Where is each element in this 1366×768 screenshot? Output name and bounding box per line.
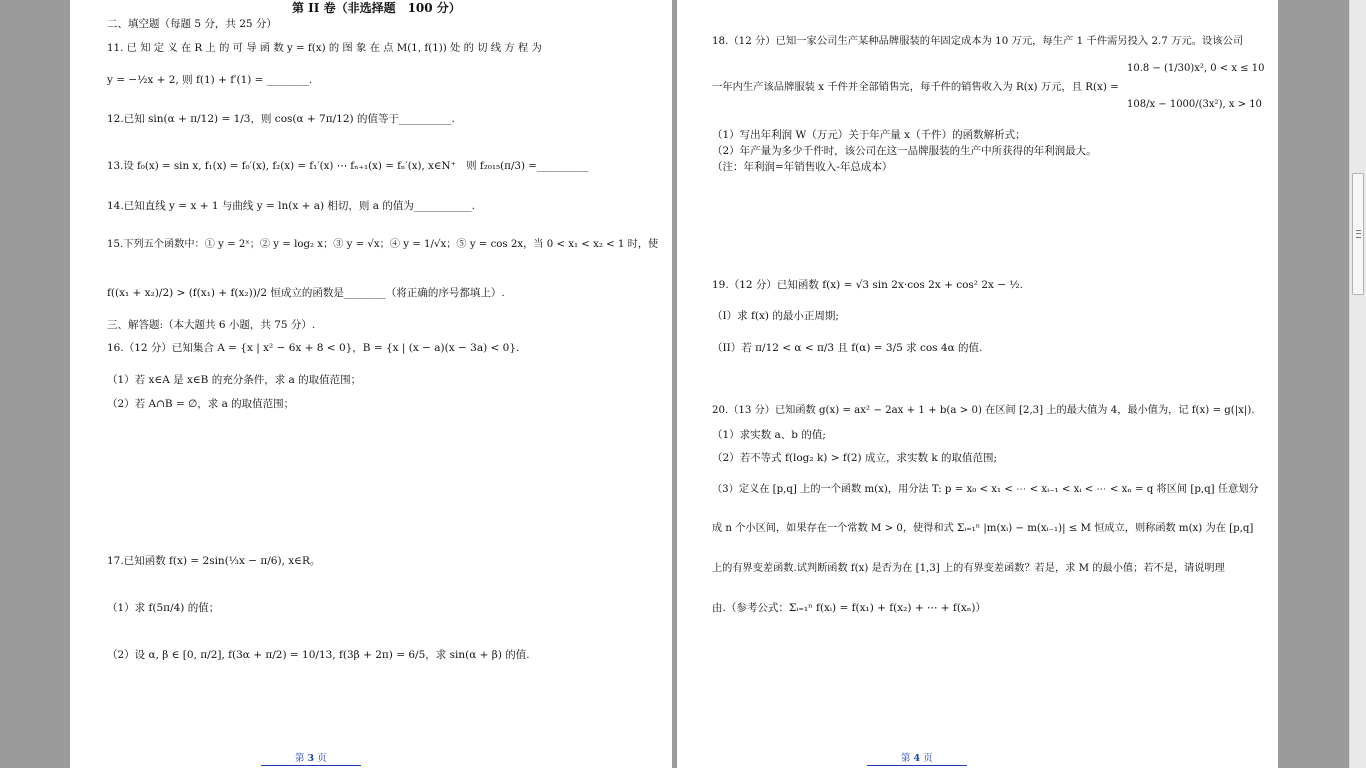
q18-part1: （1）写出年利润 W（万元）关于年产量 x（千件）的函数解析式；: [712, 129, 1026, 141]
q19-part1: （I）求 f(x) 的最小正周期;: [712, 310, 839, 322]
grip-icon: [1356, 230, 1361, 238]
section-title: 第 II 卷（非选择题 100 分）: [292, 1, 461, 15]
page-number: 3: [307, 753, 315, 764]
q15-line1: 15.下列五个函数中：① y = 2ˣ；② y = log₂ x；③ y = √x；④ y = 1/√x；⑤ y = cos 2x，当 0 < x₁ < x₂ < 1 时，使: [107, 239, 659, 250]
page-3: [70, 0, 672, 768]
q14: 14.已知直线 y = x + 1 与曲线 y = ln(x + a) 相切，则 a 的值为___________.: [107, 200, 475, 212]
page-number: 4: [913, 753, 921, 764]
scrollbar-thumb[interactable]: [1352, 173, 1364, 295]
q20-part1: （1）求实数 a、b 的值;: [712, 429, 826, 441]
q16-part1: （1）若 x∈A 是 x∈B 的充分条件，求 a 的取值范围；: [107, 374, 362, 386]
q15-line2: f((x₁ + x₂)/2) > (f(x₁) + f(x₂))/2 恒成立的函数是________（将正确的序号都填上）.: [107, 287, 505, 299]
q18-line1: 18.（12 分）已知一家公司生产某种品牌服装的年固定成本为 10 万元，每生产 1 千件需另投入 2.7 万元。设该公司: [712, 35, 1244, 47]
q20-part2: （2）若不等式 f(log₂ k) > f(2) 成立，求实数 k 的取值范围;: [712, 452, 998, 464]
q18-note: （注：年利润=年销售收入-年总成本）: [712, 161, 893, 173]
q20: 20.（13 分）已知函数 g(x) = ax² − 2ax + 1 + b(a > 0) 在区间 [2,3] 上的最大值为 4，最小值为，记 f(x) = g(|x|).: [712, 405, 1255, 416]
page-number-link[interactable]: [867, 753, 967, 766]
q17: 17.已知函数 f(x) = 2sin(⅓x − π/6), x∈R。: [107, 555, 321, 567]
q12: 12.已知 sin(α + π/12) = 1/3，则 cos(α + 7π/12) 的值等于__________.: [107, 113, 455, 125]
page-number-link[interactable]: [261, 753, 361, 766]
page-prefix: 第: [295, 753, 305, 764]
q16-part2: （2）若 A∩B = ∅，求 a 的取值范围；: [107, 398, 295, 410]
q13: 13.设 f₀(x) = sin x, f₁(x) = f₀′(x), f₂(x) = f₁′(x) ⋯ fₙ₊₁(x) = fₙ′(x), x∈N⁺ 则 f₂₀₁₅(π/3) =__________: [107, 160, 589, 172]
q18-part2: （2）年产量为多少千件时，该公司在这一品牌服装的生产中所获得的年利润最大。: [712, 145, 1097, 157]
answer-heading: 三、解答题:（本大题共 6 小题，共 75 分）.: [107, 319, 316, 331]
q11-line2: y = −½x + 2, 则 f(1) + f′(1) = ________.: [107, 74, 313, 86]
vertical-scrollbar[interactable]: [1349, 0, 1366, 768]
q19-part2: （II）若 π/12 < α < π/3 且 f(α) = 3/5 求 cos 4α 的值.: [712, 342, 983, 354]
q20-part3-line1: （3）定义在 [p,q] 上的一个函数 m(x)，用分法 T: p = x₀ < x₁ < ⋯ < xᵢ₋₁ < xᵢ < ⋯ < xₙ = q 将区间 [p,q] 任意划分: [712, 484, 1259, 495]
q20-part3-line3: 上的有界变差函数.试判断函数 f(x) 是否为在 [1,3] 上的有界变差函数？若是，求 M 的最小值；若不是，请说明理: [712, 563, 1225, 574]
page-suffix: 页: [923, 753, 933, 764]
q20-part3-line2: 成 n 个小区间，如果存在一个常数 M > 0，使得和式 Σᵢ₌₁ⁿ |m(xᵢ) − m(xᵢ₋₁)| ≤ M 恒成立，则称函数 m(x) 为在 [p,q]: [712, 523, 1254, 534]
page-prefix: 第: [901, 753, 911, 764]
page-suffix: 页: [317, 753, 327, 764]
q11-line1: 11. 已 知 定 义 在 R 上 的 可 导 函 数 y = f(x) 的 图 象 在 点 M(1, f(1)) 处 的 切 线 方 程 为: [107, 42, 542, 54]
q18-line2: 一年内生产该品牌服装 x 千件并全部销售完，每千件的销售收入为 R(x) 万元，且 R(x) =: [712, 81, 1119, 93]
fill-in-heading: 二、填空题（每题 5 分，共 25 分）: [107, 18, 277, 30]
q18-piece1: 10.8 − (1/30)x², 0 < x ≤ 10: [1127, 63, 1265, 74]
page-4: [677, 0, 1278, 768]
q20-part3-line4: 由.（参考公式：Σᵢ₌₁ⁿ f(xᵢ) = f(x₁) + f(x₂) + ⋯ + f(xₙ)）: [712, 602, 986, 614]
q19: 19.（12 分）已知函数 f(x) = √3 sin 2x·cos 2x + cos² 2x − ½.: [712, 279, 1023, 291]
q17-part1: （1）求 f(5π/4) 的值；: [107, 602, 220, 614]
q17-part2: （2）设 α, β ∈ [0, π/2], f(3α + π/2) = 10/13, f(3β + 2π) = 6/5，求 sin(α + β) 的值.: [107, 649, 530, 661]
q18-piece2: 108/x − 1000/(3x²), x > 10: [1127, 99, 1262, 110]
q16: 16.（12 分）已知集合 A = {x | x² − 6x + 8 < 0}，B = {x | (x − a)(x − 3a) < 0}.: [107, 342, 520, 354]
